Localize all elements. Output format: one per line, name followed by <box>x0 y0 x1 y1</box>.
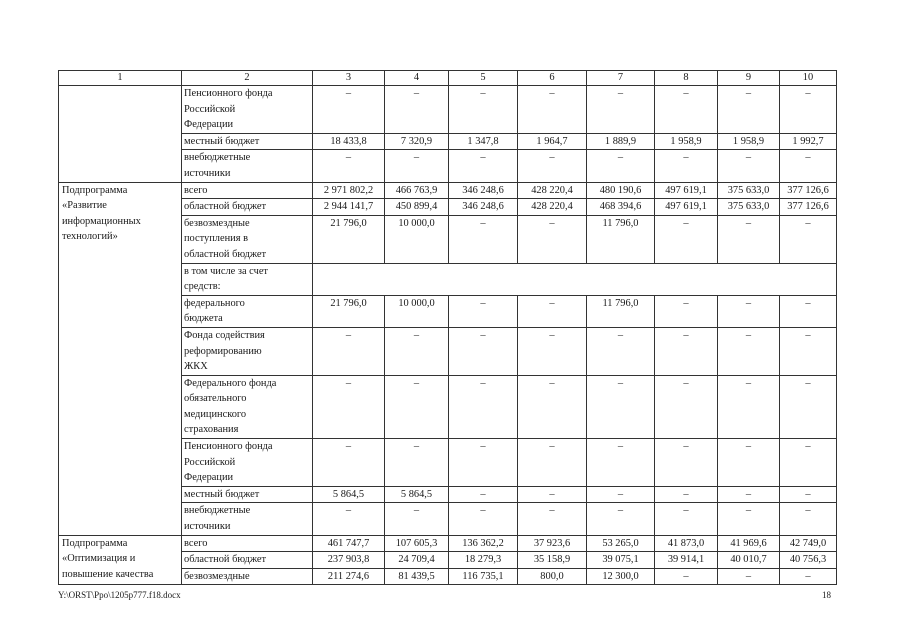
value-cell: – <box>449 503 518 535</box>
value-cell: – <box>718 215 780 263</box>
value-cell: – <box>655 327 718 375</box>
value-cell: – <box>587 439 655 487</box>
value-cell: 18 433,8 <box>313 133 385 150</box>
budget-table-body <box>59 86 837 585</box>
value-cell: – <box>518 486 587 503</box>
funding-source: безвозмездные <box>182 568 313 585</box>
value-cell: 53 265,0 <box>587 535 655 552</box>
column-number: 4 <box>385 71 449 86</box>
value-cell: 375 633,0 <box>718 199 780 216</box>
value-cell: – <box>449 327 518 375</box>
value-cell: – <box>449 150 518 182</box>
column-number: 9 <box>718 71 780 86</box>
value-cell: – <box>587 150 655 182</box>
value-cell: 428 220,4 <box>518 199 587 216</box>
value-cell: 1 958,9 <box>655 133 718 150</box>
value-cell: – <box>313 439 385 487</box>
value-cell: – <box>385 150 449 182</box>
value-cell: 346 248,6 <box>449 182 518 199</box>
value-cell: 237 903,8 <box>313 552 385 569</box>
value-cell: 21 796,0 <box>313 295 385 327</box>
value-cell: – <box>718 375 780 438</box>
value-cell: 107 605,3 <box>385 535 449 552</box>
budget-table <box>58 70 837 585</box>
subprogram-name: Подпрограмма «Оптимизация и повышение качества <box>59 535 182 585</box>
page-number: 18 <box>822 590 831 600</box>
value-cell: – <box>587 486 655 503</box>
value-cell: 1 958,9 <box>718 133 780 150</box>
value-cell: – <box>313 503 385 535</box>
column-number: 1 <box>59 71 182 86</box>
value-cell: 480 190,6 <box>587 182 655 199</box>
value-cell: 375 633,0 <box>718 182 780 199</box>
value-cell: 346 248,6 <box>449 199 518 216</box>
value-cell: 10 000,0 <box>385 215 449 263</box>
column-number: 2 <box>182 71 313 86</box>
value-cell: 5 864,5 <box>385 486 449 503</box>
value-cell: – <box>385 503 449 535</box>
value-cell: – <box>449 486 518 503</box>
value-cell: 136 362,2 <box>449 535 518 552</box>
value-cell: – <box>313 150 385 182</box>
value-cell: – <box>780 503 837 535</box>
funding-source: Пенсионного фонда Российской Федерации <box>182 86 313 134</box>
value-cell: 39 914,1 <box>655 552 718 569</box>
value-cell: 81 439,5 <box>385 568 449 585</box>
column-number: 5 <box>449 71 518 86</box>
value-cell: – <box>518 375 587 438</box>
value-cell: – <box>655 439 718 487</box>
value-cell: 42 749,0 <box>780 535 837 552</box>
value-cell: 1 992,7 <box>780 133 837 150</box>
value-cell: 466 763,9 <box>385 182 449 199</box>
funding-source: Фонда содействия реформированию ЖКХ <box>182 327 313 375</box>
column-number-row <box>59 71 837 86</box>
value-cell: – <box>385 86 449 134</box>
footer-file-path: Y:\ORST\Ppo\1205p777.f18.docx <box>58 590 181 600</box>
value-cell: – <box>518 215 587 263</box>
value-cell: 11 796,0 <box>587 215 655 263</box>
column-number: 6 <box>518 71 587 86</box>
value-cell: – <box>655 568 718 585</box>
value-cell: 12 300,0 <box>587 568 655 585</box>
value-cell: – <box>718 486 780 503</box>
funding-source: внебюджетные источники <box>182 503 313 535</box>
subprogram-name <box>59 86 182 183</box>
value-cell: – <box>718 327 780 375</box>
value-cell: – <box>313 86 385 134</box>
table-row <box>59 182 837 199</box>
subprogram-name: Подпрограмма «Развитие информационных технологий» <box>59 182 182 535</box>
funding-source: всего <box>182 535 313 552</box>
funding-source: всего <box>182 182 313 199</box>
value-cell: – <box>718 150 780 182</box>
value-cell: 2 944 141,7 <box>313 199 385 216</box>
value-cell: – <box>780 486 837 503</box>
value-cell: 24 709,4 <box>385 552 449 569</box>
value-cell: – <box>780 327 837 375</box>
value-cell: 2 971 802,2 <box>313 182 385 199</box>
value-cell: 18 279,3 <box>449 552 518 569</box>
value-cell: – <box>449 295 518 327</box>
value-cell: 41 873,0 <box>655 535 718 552</box>
value-cell: – <box>587 503 655 535</box>
value-cell: – <box>385 327 449 375</box>
value-cell: – <box>518 327 587 375</box>
table-row <box>59 535 837 552</box>
value-cell: – <box>718 503 780 535</box>
funding-source: Федерального фонда обязательного медицинского страхования <box>182 375 313 438</box>
empty-merged-cell <box>313 263 837 295</box>
value-cell: – <box>655 375 718 438</box>
value-cell: – <box>587 86 655 134</box>
value-cell: – <box>313 375 385 438</box>
value-cell: 1 889,9 <box>587 133 655 150</box>
value-cell: – <box>655 86 718 134</box>
value-cell: 40 756,3 <box>780 552 837 569</box>
value-cell: – <box>449 375 518 438</box>
funding-source: федерального бюджета <box>182 295 313 327</box>
value-cell: – <box>385 375 449 438</box>
value-cell: – <box>587 375 655 438</box>
column-number: 3 <box>313 71 385 86</box>
funding-source: областной бюджет <box>182 199 313 216</box>
funding-source: внебюджетные источники <box>182 150 313 182</box>
value-cell: – <box>780 215 837 263</box>
value-cell: 41 969,6 <box>718 535 780 552</box>
funding-source: в том числе за счет средств: <box>182 263 313 295</box>
value-cell: 7 320,9 <box>385 133 449 150</box>
value-cell: – <box>718 439 780 487</box>
value-cell: – <box>655 295 718 327</box>
value-cell: 450 899,4 <box>385 199 449 216</box>
value-cell: – <box>780 86 837 134</box>
value-cell: 40 010,7 <box>718 552 780 569</box>
column-number: 7 <box>587 71 655 86</box>
column-number: 8 <box>655 71 718 86</box>
value-cell: – <box>518 295 587 327</box>
value-cell: 800,0 <box>518 568 587 585</box>
column-number: 10 <box>780 71 837 86</box>
value-cell: – <box>587 327 655 375</box>
value-cell: 211 274,6 <box>313 568 385 585</box>
table-row <box>59 86 837 134</box>
value-cell: – <box>313 327 385 375</box>
value-cell: 11 796,0 <box>587 295 655 327</box>
value-cell: – <box>780 150 837 182</box>
value-cell: 377 126,6 <box>780 182 837 199</box>
funding-source: безвозмездные поступления в областной бюджет <box>182 215 313 263</box>
value-cell: 39 075,1 <box>587 552 655 569</box>
value-cell: – <box>518 439 587 487</box>
value-cell: – <box>655 215 718 263</box>
value-cell: – <box>518 86 587 134</box>
value-cell: 35 158,9 <box>518 552 587 569</box>
value-cell: – <box>655 486 718 503</box>
value-cell: – <box>449 86 518 134</box>
value-cell: – <box>780 568 837 585</box>
value-cell: 497 619,1 <box>655 182 718 199</box>
value-cell: – <box>718 568 780 585</box>
funding-source: местный бюджет <box>182 486 313 503</box>
value-cell: 37 923,6 <box>518 535 587 552</box>
funding-source: областной бюджет <box>182 552 313 569</box>
value-cell: 1 964,7 <box>518 133 587 150</box>
value-cell: 377 126,6 <box>780 199 837 216</box>
value-cell: 5 864,5 <box>313 486 385 503</box>
value-cell: – <box>449 439 518 487</box>
value-cell: 10 000,0 <box>385 295 449 327</box>
value-cell: – <box>780 295 837 327</box>
funding-source: Пенсионного фонда Российской Федерации <box>182 439 313 487</box>
value-cell: 116 735,1 <box>449 568 518 585</box>
value-cell: 21 796,0 <box>313 215 385 263</box>
value-cell: – <box>780 375 837 438</box>
value-cell: 468 394,6 <box>587 199 655 216</box>
value-cell: – <box>655 503 718 535</box>
value-cell: 497 619,1 <box>655 199 718 216</box>
value-cell: 1 347,8 <box>449 133 518 150</box>
value-cell: – <box>518 503 587 535</box>
value-cell: – <box>718 86 780 134</box>
value-cell: 428 220,4 <box>518 182 587 199</box>
value-cell: – <box>518 150 587 182</box>
value-cell: – <box>780 439 837 487</box>
value-cell: 461 747,7 <box>313 535 385 552</box>
funding-source: местный бюджет <box>182 133 313 150</box>
value-cell: – <box>385 439 449 487</box>
value-cell: – <box>655 150 718 182</box>
value-cell: – <box>718 295 780 327</box>
value-cell: – <box>449 215 518 263</box>
